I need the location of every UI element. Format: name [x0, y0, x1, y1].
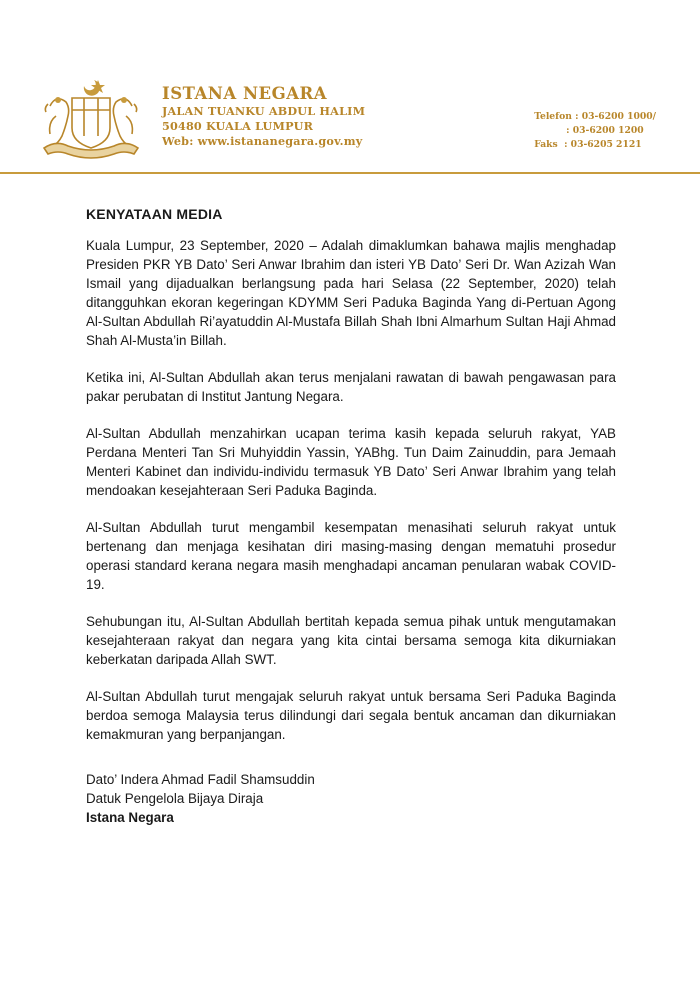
contact-block	[534, 110, 656, 152]
organization-address-block	[162, 84, 365, 149]
royal-crest-icon	[38, 76, 144, 162]
paragraph-2: Ketika ini, Al-Sultan Abdullah akan terus menjalani rawatan di bawah pengawasan para pakar perubatan di Institut Jantung Negara.	[86, 370, 616, 404]
header-divider	[0, 172, 700, 174]
telephone-line-2: : 03-6200 1200	[534, 125, 644, 136]
organization-name: ISTANA NEGARA	[162, 84, 328, 103]
signatory-title: Datuk Pengelola Bijaya Diraja	[86, 791, 264, 806]
website: Web: www.istananegara.gov.my	[162, 134, 363, 148]
telephone-line-1: Telefon : 03-6200 1000/	[534, 111, 656, 122]
paragraph-3: Al-Sultan Abdullah menzahirkan ucapan terima kasih kepada seluruh rakyat, YAB Perdana Menteri Tan Sri Muhyiddin Yassin, YABhg. Tun Daim Zainuddin, para Jemaah Menteri Kabinet dan individu-individu termasuk YB Dato’ Seri Anwar Ibrahim yang telah mendoakan kesejahteraan Seri Paduka Baginda.	[86, 426, 616, 498]
document-body	[86, 206, 616, 827]
signatory-organization: Istana Negara	[86, 810, 174, 825]
fax-line: Faks : 03-6205 2121	[534, 139, 642, 150]
document-heading: KENYATAAN MEDIA	[86, 206, 223, 222]
address-line-1: JALAN TUANKU ABDUL HALIM	[162, 104, 366, 118]
paragraph-6: Al-Sultan Abdullah turut mengajak seluruh rakyat untuk bersama Seri Paduka Baginda berdoa semoga Malaysia terus dilindungi dari segala bentuk ancaman dan dikurniakan kemakmuran yang berpanjangan.	[86, 689, 616, 742]
paragraph-4: Al-Sultan Abdullah turut mengambil kesempatan menasihati seluruh rakyat untuk bertenang dan menjaga kesihatan diri masing-masing dengan mematuhi prosedur operasi standard kerana negara masih menghadapi ancaman penularan wabak COVID-19.	[86, 520, 616, 592]
letterhead	[0, 0, 700, 180]
address-line-2: 50480 KUALA LUMPUR	[162, 119, 314, 133]
paragraph-1: Kuala Lumpur, 23 September, 2020 – Adalah dimaklumkan bahawa majlis menghadap Presiden PKR YB Dato’ Seri Anwar Ibrahim dan isteri YB Dato’ Seri Dr. Wan Azizah Wan Ismail yang dijadualkan berlangsung pada hari Selasa (22 September, 2020) telah ditangguhkan ekoran kegeringan KDYMM Seri Paduka Baginda Yang di-Pertuan Agong Al-Sultan Abdullah Ri’ayatuddin Al-Mustafa Billah Shah Ibni Almarhum Sultan Haji Ahmad Shah Al-Musta’in Billah.	[86, 238, 616, 348]
signatory-name: Dato’ Indera Ahmad Fadil Shamsuddin	[86, 772, 315, 787]
paragraph-5: Sehubungan itu, Al-Sultan Abdullah bertitah kepada semua pihak untuk mengutamakan kesejahteraan rakyat dan negara yang kita cintai bersama semoga kita dikurniakan keberkatan daripada Allah SWT.	[86, 614, 616, 667]
signature-block	[86, 770, 616, 827]
